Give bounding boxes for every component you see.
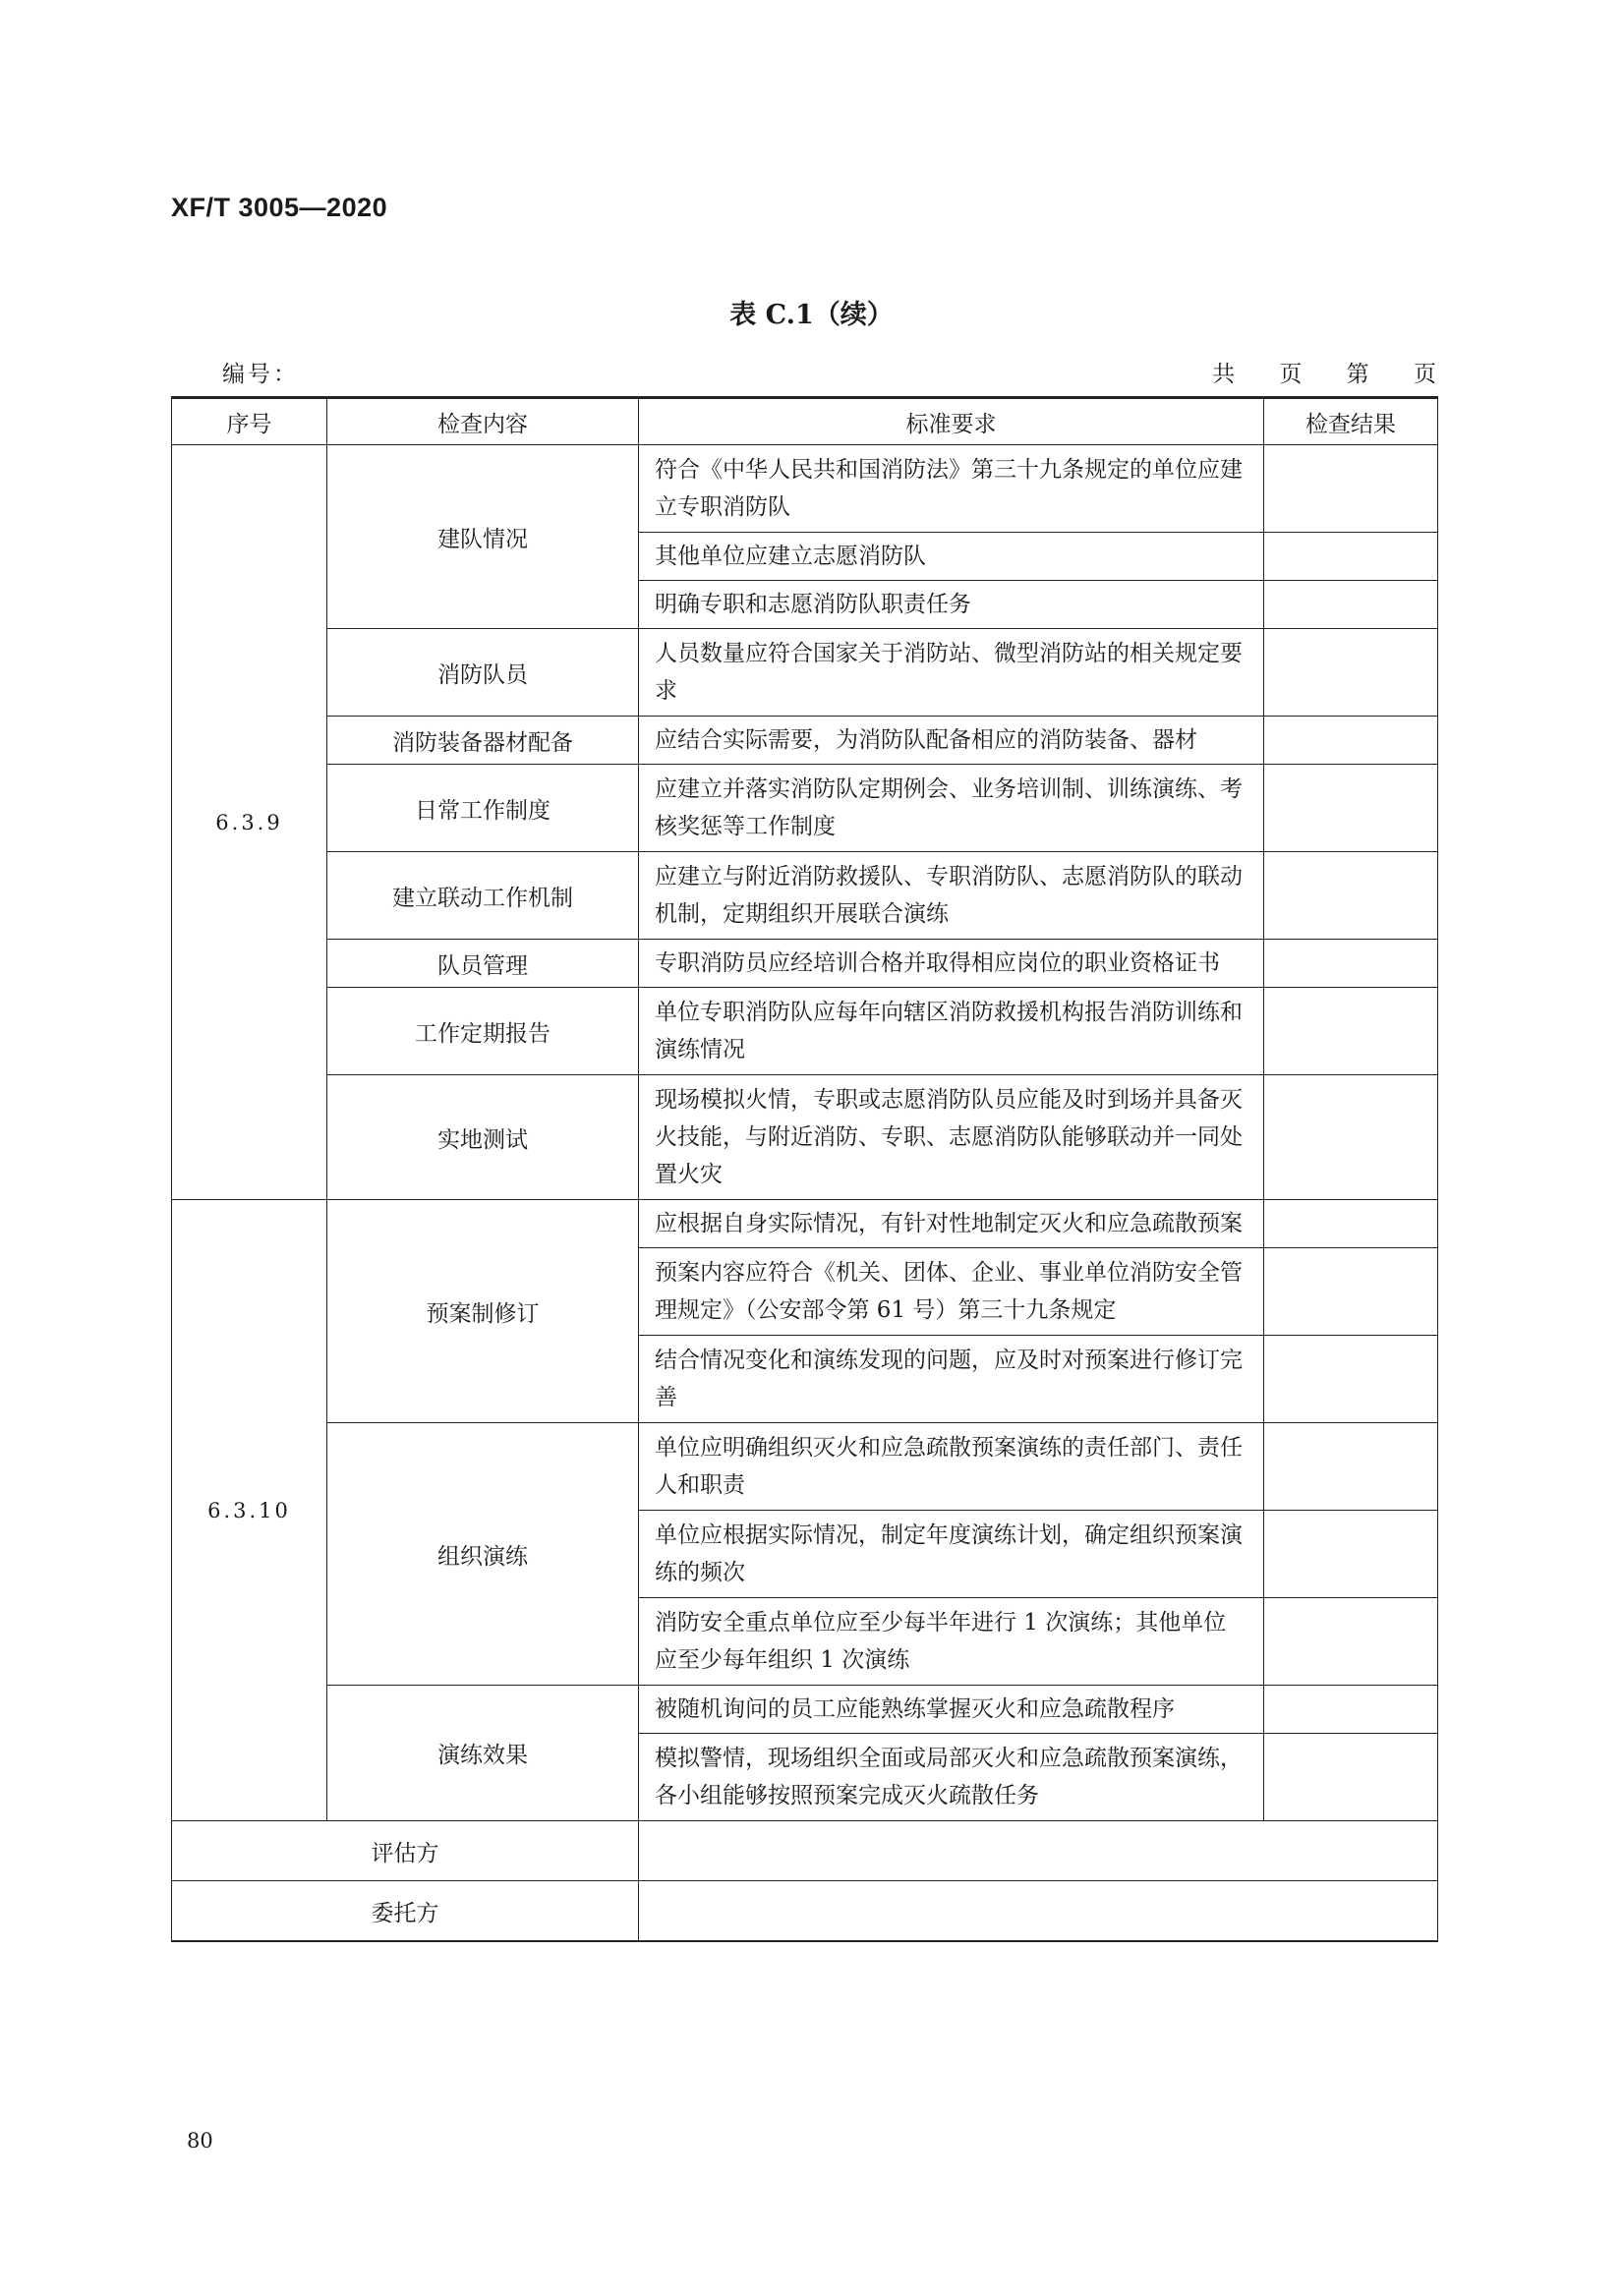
serial-number-cell: 6.3.10 <box>172 1200 327 1821</box>
requirement-cell: 符合《中华人民共和国消防法》第三十九条规定的单位应建立专职消防队 <box>639 445 1264 533</box>
table-row <box>172 988 1438 1075</box>
inspection-item-cell: 实地测试 <box>327 1075 639 1200</box>
result-cell <box>1264 717 1438 765</box>
serial-number-label: 编号： <box>222 362 299 387</box>
signature-party-label: 评估方 <box>172 1821 639 1881</box>
requirement-cell: 应建立与附近消防救援队、专职消防队、志愿消防队的联动机制，定期组织开展联合演练 <box>639 852 1264 940</box>
requirement-cell: 现场模拟火情，专职或志愿消防队员应能及时到场并具备灭火技能，与附近消防、专职、志愿消防队能够联动并一同处置火灾 <box>639 1075 1264 1200</box>
header-result: 检查结果 <box>1264 398 1438 445</box>
requirement-cell: 结合情况变化和演练发现的问题，应及时对预案进行修订完善 <box>639 1336 1264 1423</box>
inspection-item-cell: 预案制修订 <box>327 1200 639 1423</box>
header-content: 检查内容 <box>327 398 639 445</box>
requirement-cell: 单位应根据实际情况，制定年度演练计划，确定组织预案演练的频次 <box>639 1511 1264 1598</box>
result-cell <box>1264 1336 1438 1423</box>
inspection-item-cell: 组织演练 <box>327 1423 639 1686</box>
signature-field <box>639 1821 1438 1881</box>
result-cell <box>1264 1686 1438 1734</box>
result-cell <box>1264 533 1438 581</box>
inspection-item-cell: 演练效果 <box>327 1686 639 1821</box>
requirement-cell: 明确专职和志愿消防队职责任务 <box>639 581 1264 629</box>
table-row <box>172 1423 1438 1511</box>
table-row <box>172 765 1438 852</box>
requirement-cell: 预案内容应符合《机关、团体、企业、事业单位消防安全管理规定》（公安部令第 61 号）第三十九条规定 <box>639 1248 1264 1336</box>
requirement-cell: 应结合实际需要，为消防队配备相应的消防装备、器材 <box>639 717 1264 765</box>
table-row <box>172 717 1438 765</box>
result-cell <box>1264 1075 1438 1200</box>
result-cell <box>1264 852 1438 940</box>
signature-party-label: 委托方 <box>172 1881 639 1942</box>
result-cell <box>1264 1200 1438 1248</box>
result-cell <box>1264 629 1438 717</box>
signature-row <box>172 1881 1438 1942</box>
result-cell <box>1264 581 1438 629</box>
inspection-item-cell: 建立联动工作机制 <box>327 852 639 940</box>
inspection-item-cell: 消防队员 <box>327 629 639 717</box>
requirement-cell: 应根据自身实际情况，有针对性地制定灭火和应急疏散预案 <box>639 1200 1264 1248</box>
table-row <box>172 1686 1438 1734</box>
inspection-checklist-table <box>171 396 1438 1942</box>
table-row <box>172 852 1438 940</box>
requirement-cell: 应建立并落实消防队定期例会、业务培训制、训练演练、考核奖惩等工作制度 <box>639 765 1264 852</box>
table-title: 表 C.1（续） <box>729 300 894 330</box>
inspection-item-cell: 建队情况 <box>327 445 639 629</box>
table-row <box>172 940 1438 988</box>
requirement-cell: 消防安全重点单位应至少每半年进行 1 次演练；其他单位应至少每年组织 1 次演练 <box>639 1598 1264 1686</box>
table-header-row <box>172 398 1438 445</box>
result-cell <box>1264 988 1438 1075</box>
signature-row <box>172 1821 1438 1881</box>
serial-number-cell: 6.3.9 <box>172 445 327 1200</box>
inspection-item-cell: 消防装备器材配备 <box>327 717 639 765</box>
requirement-cell: 人员数量应符合国家关于消防站、微型消防站的相关规定要求 <box>639 629 1264 717</box>
table-row <box>172 445 1438 533</box>
header-serial: 序号 <box>172 398 327 445</box>
page-count-label: 共 页 第 页 <box>1212 362 1436 387</box>
requirement-cell: 单位专职消防队应每年向辖区消防救援机构报告消防训练和演练情况 <box>639 988 1264 1075</box>
requirement-cell: 被随机询问的员工应能熟练掌握灭火和应急疏散程序 <box>639 1686 1264 1734</box>
result-cell <box>1264 1598 1438 1686</box>
result-cell <box>1264 1734 1438 1821</box>
header-requirement: 标准要求 <box>639 398 1264 445</box>
page-number: 80 <box>187 2129 213 2152</box>
result-cell <box>1264 940 1438 988</box>
document-code: XF/T 3005—2020 <box>171 193 388 222</box>
requirement-cell: 单位应明确组织灭火和应急疏散预案演练的责任部门、责任人和职责 <box>639 1423 1264 1511</box>
inspection-item-cell: 队员管理 <box>327 940 639 988</box>
signature-field <box>639 1881 1438 1942</box>
result-cell <box>1264 1511 1438 1598</box>
table-row <box>172 1075 1438 1200</box>
requirement-cell: 模拟警情，现场组织全面或局部灭火和应急疏散预案演练，各小组能够按照预案完成灭火疏散任务 <box>639 1734 1264 1821</box>
inspection-item-cell: 日常工作制度 <box>327 765 639 852</box>
table-row <box>172 1200 1438 1248</box>
requirement-cell: 其他单位应建立志愿消防队 <box>639 533 1264 581</box>
inspection-item-cell: 工作定期报告 <box>327 988 639 1075</box>
result-cell <box>1264 1423 1438 1511</box>
table-row <box>172 629 1438 717</box>
result-cell <box>1264 445 1438 533</box>
requirement-cell: 专职消防员应经培训合格并取得相应岗位的职业资格证书 <box>639 940 1264 988</box>
result-cell <box>1264 1248 1438 1336</box>
result-cell <box>1264 765 1438 852</box>
